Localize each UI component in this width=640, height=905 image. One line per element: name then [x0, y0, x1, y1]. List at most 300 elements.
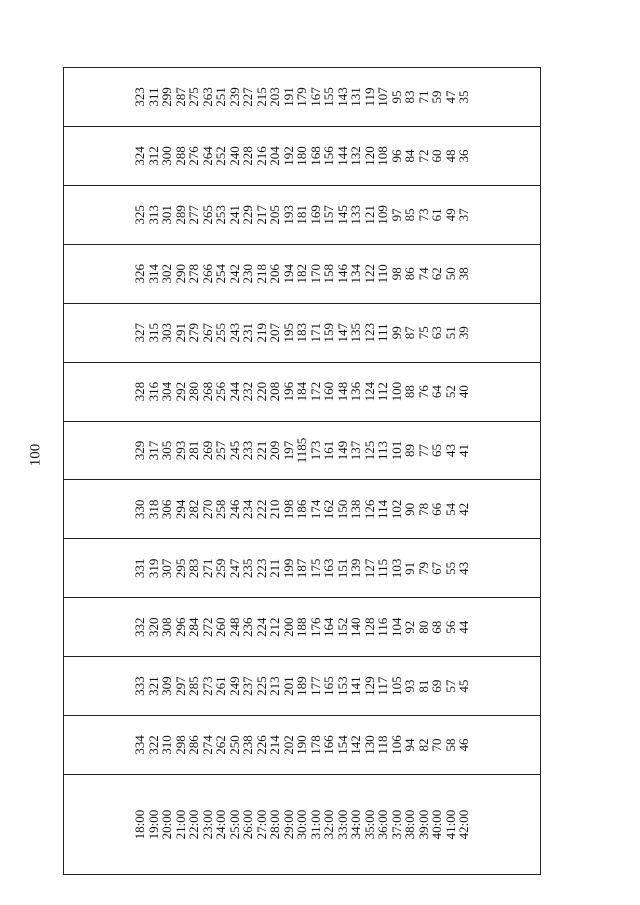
value-cell: 308 — [159, 617, 175, 637]
value-cell: 292 — [172, 381, 188, 402]
value-cell: 178 — [307, 735, 323, 755]
value-cell: 57 — [442, 679, 458, 693]
value-cell: 283 — [186, 558, 202, 579]
value-cell: 172 — [307, 381, 323, 402]
value-cell: 121 — [361, 205, 377, 225]
value-cell: 176 — [307, 617, 323, 637]
value-cell: 226 — [253, 735, 269, 755]
value-cell: 182 — [294, 264, 310, 284]
value-cell: 239 — [226, 87, 242, 107]
time-label: 18:00 — [132, 809, 148, 840]
value-cell: 137 — [348, 440, 364, 461]
value-cell: 247 — [226, 558, 242, 579]
value-cell: 206 — [267, 264, 283, 284]
value-cell: 126 — [361, 499, 377, 520]
value-cell: 197 — [280, 440, 296, 461]
value-cell: 259 — [213, 558, 229, 579]
value-cell: 87 — [402, 326, 418, 340]
time-label: 32:00 — [321, 809, 337, 840]
value-cell: 170 — [307, 264, 323, 284]
value-cell: 75 — [415, 326, 431, 340]
value-cell: 331 — [132, 558, 148, 579]
time-label: 40:00 — [429, 809, 445, 840]
value-cell: 229 — [240, 205, 256, 225]
value-cell: 196 — [280, 381, 296, 402]
value-cell: 224 — [253, 617, 269, 637]
value-cell: 194 — [280, 264, 296, 284]
value-cell: 198 — [280, 499, 296, 520]
value-cell: 187 — [294, 558, 310, 579]
value-cell: 327 — [132, 322, 148, 343]
value-cell: 65 — [429, 444, 445, 458]
value-cell: 188 — [294, 617, 310, 637]
value-cell: 220 — [253, 381, 269, 402]
value-cell: 42 — [456, 502, 472, 516]
value-cell: 71 — [415, 90, 431, 104]
value-cell: 243 — [226, 322, 242, 343]
value-cell: 216 — [253, 146, 269, 166]
value-cell: 84 — [402, 149, 418, 163]
value-cell: 252 — [213, 146, 229, 166]
value-cell: 55 — [442, 561, 458, 575]
value-cell: 113 — [375, 441, 391, 461]
value-cell: 133 — [348, 205, 364, 225]
value-cell: 273 — [199, 676, 215, 696]
value-cell: 64 — [429, 385, 445, 399]
value-cell: 317 — [145, 440, 161, 461]
value-cell: 82 — [415, 738, 431, 752]
value-cell: 125 — [361, 440, 377, 461]
page-number: 100 — [27, 443, 44, 467]
value-cell: 211 — [267, 558, 283, 578]
value-cell: 129 — [361, 676, 377, 696]
value-cell: 274 — [199, 735, 215, 755]
column-cell — [64, 480, 541, 539]
value-cell: 190 — [294, 735, 310, 755]
time-label: 25:00 — [226, 809, 242, 840]
value-cell: 287 — [172, 87, 188, 107]
value-cell: 140 — [348, 617, 364, 637]
value-cell: 306 — [159, 499, 175, 520]
value-cell: 297 — [172, 676, 188, 696]
value-cell: 52 — [442, 385, 458, 399]
value-cell: 279 — [186, 322, 202, 343]
value-cell: 207 — [267, 322, 283, 343]
column-cell — [64, 244, 541, 303]
value-cell: 199 — [280, 558, 296, 579]
value-cell: 192 — [280, 146, 296, 166]
table-row-time-labels — [64, 68, 541, 875]
value-cell: 180 — [294, 146, 310, 166]
value-cell: 103 — [388, 558, 404, 579]
value-cell: 321 — [145, 676, 161, 696]
value-cell: 86 — [402, 267, 418, 281]
value-cell: 91 — [402, 561, 418, 575]
value-cell: 51 — [442, 326, 458, 340]
value-cell: 50 — [442, 267, 458, 281]
value-cell: 255 — [213, 322, 229, 343]
value-cell: 270 — [199, 499, 215, 520]
value-cell: 62 — [429, 267, 445, 281]
value-cell: 94 — [402, 738, 418, 752]
value-cell: 303 — [159, 322, 175, 343]
value-cell: 315 — [145, 322, 161, 343]
value-cell: 307 — [159, 558, 175, 579]
value-cell: 93 — [402, 679, 418, 693]
time-label: 41:00 — [442, 809, 458, 840]
value-cell: 118 — [375, 735, 391, 755]
value-cell: 202 — [280, 735, 296, 755]
time-label: 33:00 — [334, 809, 350, 840]
time-label: 31:00 — [307, 809, 323, 840]
value-cell: 208 — [267, 381, 283, 402]
value-cell: 105 — [388, 676, 404, 696]
value-cell: 320 — [145, 617, 161, 637]
value-cell: 296 — [172, 617, 188, 637]
value-cell: 210 — [267, 499, 283, 520]
value-cell: 173 — [307, 440, 323, 461]
value-cell: 134 — [348, 264, 364, 284]
value-cell: 330 — [132, 499, 148, 520]
value-cell: 99 — [388, 326, 404, 340]
value-cell: 36 — [456, 149, 472, 163]
value-cell: 302 — [159, 264, 175, 284]
column-cell — [64, 303, 541, 362]
value-cell: 282 — [186, 499, 202, 520]
value-cell: 275 — [186, 87, 202, 107]
value-cell: 277 — [186, 205, 202, 225]
value-cell: 237 — [240, 676, 256, 696]
value-cell: 38 — [456, 267, 472, 281]
value-cell: 328 — [132, 381, 148, 402]
value-cell: 165 — [321, 676, 337, 696]
value-cell: 213 — [267, 676, 283, 696]
value-cell: 114 — [375, 499, 391, 519]
value-cell: 148 — [334, 381, 350, 402]
value-cell: 96 — [388, 149, 404, 163]
column-cell — [64, 185, 541, 244]
time-label: 20:00 — [159, 809, 175, 840]
value-cell: 281 — [186, 440, 202, 461]
value-cell: 128 — [361, 617, 377, 637]
column-cell — [64, 657, 541, 716]
value-cell: 100 — [388, 381, 404, 402]
value-cell: 108 — [375, 146, 391, 166]
value-cell: 193 — [280, 205, 296, 225]
value-cell: 310 — [159, 735, 175, 755]
value-cell: 115 — [375, 558, 391, 578]
value-cell: 167 — [307, 87, 323, 107]
value-cell: 163 — [321, 558, 337, 579]
value-cell: 284 — [186, 617, 202, 637]
value-cell: 90 — [402, 502, 418, 516]
value-cell: 45 — [456, 679, 472, 693]
value-cell: 89 — [402, 444, 418, 458]
value-cell: 44 — [456, 620, 472, 634]
value-cell: 157 — [321, 205, 337, 225]
value-cell: 333 — [132, 676, 148, 696]
value-cell: 332 — [132, 617, 148, 637]
value-cell: 74 — [415, 267, 431, 281]
value-cell: 225 — [253, 676, 269, 696]
value-cell: 122 — [361, 264, 377, 284]
value-cell: 179 — [294, 87, 310, 107]
value-cell: 159 — [321, 322, 337, 343]
value-cell: 78 — [415, 502, 431, 516]
value-cell: 60 — [429, 149, 445, 163]
value-cell: 214 — [267, 735, 283, 755]
value-cell: 146 — [334, 264, 350, 284]
value-cell: 264 — [199, 146, 215, 166]
value-cell: 309 — [159, 676, 175, 696]
value-cell: 257 — [213, 440, 229, 461]
value-cell: 305 — [159, 440, 175, 461]
value-cell: 46 — [456, 738, 472, 752]
value-cell: 238 — [240, 735, 256, 755]
value-cell: 218 — [253, 264, 269, 284]
time-label: 30:00 — [294, 809, 310, 840]
value-cell: 54 — [442, 502, 458, 516]
value-cell: 107 — [375, 87, 391, 107]
value-cell: 59 — [429, 90, 445, 104]
time-label: 39:00 — [415, 809, 431, 840]
value-cell: 43 — [442, 444, 458, 458]
value-cell: 266 — [199, 264, 215, 284]
time-label: 19:00 — [145, 809, 161, 840]
value-cell: 120 — [361, 146, 377, 166]
time-label: 26:00 — [240, 809, 256, 840]
value-cell: 285 — [186, 676, 202, 696]
value-cell: 232 — [240, 381, 256, 402]
value-cell: 109 — [375, 205, 391, 225]
value-cell: 79 — [415, 561, 431, 575]
value-cell: 158 — [321, 264, 337, 284]
value-cell: 262 — [213, 735, 229, 755]
value-cell: 268 — [199, 381, 215, 402]
value-cell: 219 — [253, 322, 269, 343]
value-cell: 186 — [294, 499, 310, 520]
value-cell: 66 — [429, 502, 445, 516]
time-label: 36:00 — [375, 809, 391, 840]
value-cell: 269 — [199, 440, 215, 461]
value-cell: 250 — [226, 735, 242, 755]
value-cell: 76 — [415, 385, 431, 399]
value-cell: 215 — [253, 87, 269, 107]
value-cell: 289 — [172, 205, 188, 225]
value-cell: 227 — [240, 87, 256, 107]
value-cell: 231 — [240, 322, 256, 343]
time-label: 28:00 — [267, 809, 283, 840]
value-cell: 97 — [388, 208, 404, 222]
value-cell: 35 — [456, 90, 472, 104]
value-cell: 223 — [253, 558, 269, 579]
value-cell: 234 — [240, 499, 256, 520]
value-cell: 162 — [321, 499, 337, 520]
value-cell: 191 — [280, 87, 296, 107]
column-cell — [64, 598, 541, 657]
value-cell: 329 — [132, 440, 148, 461]
value-cell: 241 — [226, 205, 242, 225]
value-cell: 261 — [213, 676, 229, 696]
column-cell — [64, 421, 541, 480]
column-cell — [64, 539, 541, 598]
value-cell: 278 — [186, 264, 202, 284]
value-cell: 245 — [226, 440, 242, 461]
value-cell: 68 — [429, 620, 445, 634]
value-cell: 151 — [334, 558, 350, 579]
value-cell: 145 — [334, 205, 350, 225]
time-labels-cell — [64, 775, 541, 875]
value-cell: 300 — [159, 146, 175, 166]
value-cell: 61 — [429, 208, 445, 222]
value-cell: 150 — [334, 499, 350, 520]
value-cell: 189 — [294, 676, 310, 696]
value-cell: 141 — [348, 676, 364, 696]
value-cell: 98 — [388, 267, 404, 281]
value-cell: 127 — [361, 558, 377, 579]
value-cell: 212 — [267, 617, 283, 637]
value-cell: 323 — [132, 87, 148, 107]
value-cell: 253 — [213, 205, 229, 225]
value-cell: 319 — [145, 558, 161, 579]
value-cell: 325 — [132, 205, 148, 225]
value-cell: 101 — [388, 440, 404, 461]
value-cell: 322 — [145, 735, 161, 755]
value-cell: 276 — [186, 146, 202, 166]
column-cell — [64, 127, 541, 186]
value-cell: 169 — [307, 205, 323, 225]
rotated-table-container — [63, 67, 541, 875]
value-cell: 156 — [321, 146, 337, 166]
value-cell: 147 — [334, 322, 350, 343]
value-cell: 235 — [240, 558, 256, 579]
value-cell: 267 — [199, 322, 215, 343]
value-cell: 299 — [159, 87, 175, 107]
value-cell: 316 — [145, 381, 161, 402]
time-label: 21:00 — [172, 809, 188, 840]
value-cell: 123 — [361, 322, 377, 343]
value-cell: 312 — [145, 146, 161, 166]
value-cell: 153 — [334, 676, 350, 696]
value-cell: 203 — [267, 87, 283, 107]
time-label: 29:00 — [280, 809, 296, 840]
value-cell: 161 — [321, 440, 337, 461]
value-cell: 111 — [375, 323, 391, 342]
value-cell: 80 — [415, 620, 431, 634]
value-cell: 171 — [307, 322, 323, 343]
value-cell: 168 — [307, 146, 323, 166]
value-cell: 295 — [172, 558, 188, 579]
time-label: 23:00 — [199, 809, 215, 840]
value-cell: 166 — [321, 735, 337, 755]
value-cell: 39 — [456, 326, 472, 340]
column-cell — [64, 68, 541, 127]
value-cell: 117 — [375, 676, 391, 696]
value-cell: 41 — [456, 444, 472, 458]
value-cell: 144 — [334, 146, 350, 166]
value-cell: 313 — [145, 205, 161, 225]
value-cell: 164 — [321, 617, 337, 637]
value-cell: 43 — [456, 561, 472, 575]
value-cell: 124 — [361, 381, 377, 402]
value-cell: 324 — [132, 146, 148, 166]
value-cell: 222 — [253, 499, 269, 520]
value-cell: 233 — [240, 440, 256, 461]
value-cell: 304 — [159, 381, 175, 402]
data-table — [63, 67, 541, 875]
value-cell: 228 — [240, 146, 256, 166]
value-cell: 242 — [226, 264, 242, 284]
value-cell: 209 — [267, 440, 283, 461]
value-cell: 288 — [172, 146, 188, 166]
value-cell: 184 — [294, 381, 310, 402]
value-cell: 326 — [132, 264, 148, 284]
value-cell: 102 — [388, 499, 404, 520]
value-cell: 246 — [226, 499, 242, 520]
value-cell: 298 — [172, 735, 188, 755]
time-label: 35:00 — [361, 809, 377, 840]
value-cell: 152 — [334, 617, 350, 637]
value-cell: 48 — [442, 149, 458, 163]
value-cell: 311 — [145, 87, 161, 107]
value-cell: 301 — [159, 205, 175, 225]
value-cell: 106 — [388, 735, 404, 755]
value-cell: 67 — [429, 561, 445, 575]
column-cell — [64, 716, 541, 775]
value-cell: 263 — [199, 87, 215, 107]
value-cell: 110 — [375, 264, 391, 284]
value-cell: 160 — [321, 381, 337, 402]
value-cell: 251 — [213, 87, 229, 107]
value-cell: 56 — [442, 620, 458, 634]
value-cell: 81 — [415, 679, 431, 693]
table-region — [63, 67, 541, 875]
value-cell: 174 — [307, 499, 323, 520]
value-cell: 236 — [240, 617, 256, 637]
value-cell: 334 — [132, 735, 148, 755]
time-label: 27:00 — [253, 809, 269, 840]
value-cell: 136 — [348, 381, 364, 402]
value-cell: 249 — [226, 676, 242, 696]
value-cell: 70 — [429, 738, 445, 752]
value-cell: 204 — [267, 146, 283, 166]
value-cell: 149 — [334, 440, 350, 461]
time-label: 24:00 — [213, 809, 229, 840]
value-cell: 69 — [429, 679, 445, 693]
value-cell: 314 — [145, 264, 161, 284]
value-cell: 221 — [253, 440, 269, 461]
value-cell: 104 — [388, 617, 404, 637]
value-cell: 286 — [186, 735, 202, 755]
value-cell: 155 — [321, 87, 337, 107]
value-cell: 73 — [415, 208, 431, 222]
value-cell: 142 — [348, 735, 364, 755]
value-cell: 132 — [348, 146, 364, 166]
value-cell: 58 — [442, 738, 458, 752]
value-cell: 1185 — [294, 437, 310, 464]
value-cell: 119 — [361, 87, 377, 107]
value-cell: 318 — [145, 499, 161, 520]
value-cell: 77 — [415, 444, 431, 458]
value-cell: 294 — [172, 499, 188, 520]
value-cell: 244 — [226, 381, 242, 402]
value-cell: 271 — [199, 558, 215, 579]
time-label: 37:00 — [388, 809, 404, 840]
value-cell: 83 — [402, 90, 418, 104]
value-cell: 131 — [348, 87, 364, 107]
value-cell: 230 — [240, 264, 256, 284]
value-cell: 291 — [172, 322, 188, 343]
